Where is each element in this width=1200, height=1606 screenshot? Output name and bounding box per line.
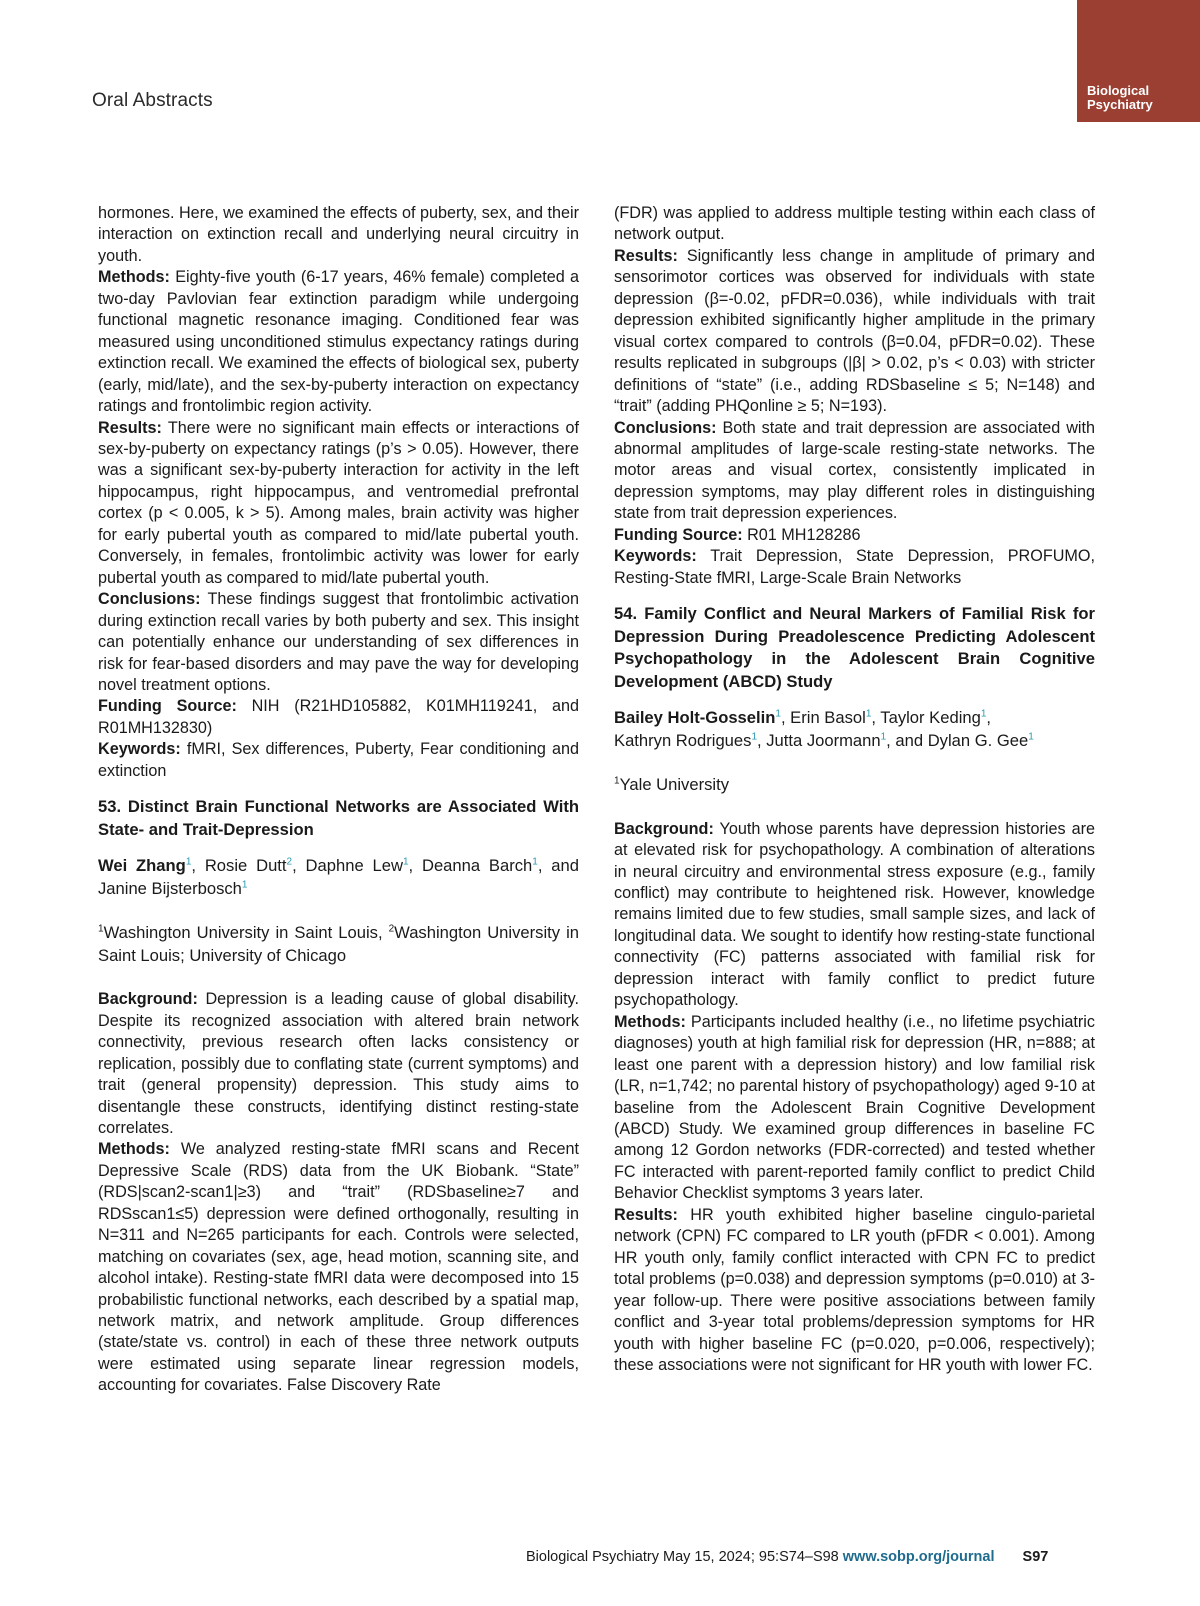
page-number: S97 <box>1022 1549 1049 1565</box>
previous-methods: Methods: Eighty-five youth (6-17 years, 46% female) completed a two-day Pavlovian fear extinction paradigm while undergoing functional magnetic resonance imaging. Conditioned fear was measured using unconditioned stimulus expectancy ratings during extinction recall. We examined the effects of biological sex, puberty (early, mid/late), and the sex-by-puberty interaction on expectancy ratings and frontolimbic region activity. <box>98 268 579 416</box>
abstract-53-conclusions: Conclusions: Both state and trait depression are associated with abnormal amplitudes of large-scale resting-state networks. The motor areas and visual cortex, consistently implicated in depression symptoms, may play different roles in distinguishing state from trait depression experiences. <box>614 418 1095 523</box>
abstract-54-title: 54. Family Conflict and Neural Markers of Familial Risk for Depression During Preadolescence Predicting Adolescent Psychopathology in the Adolescent Brain Cognitive Development (ABCD) Study <box>614 604 1095 691</box>
previous-keywords: Keywords: fMRI, Sex differences, Puberty, Fear conditioning and extinction <box>98 740 579 780</box>
abstract-54-methods: Methods: Participants included healthy (i.e., no lifetime psychiatric diagnoses) youth at high familial risk for depression (HR, n=888; at least one parent with a depression history) and low familial risk (LR, n=1,742; no parental history of psychopathology) aged 9-10 at baseline from the Adolescent Brain Cognitive Development (ABCD) Study. We examined group differences in baseline FC among 12 Gordon networks (FDR-corrected) and tested whether FC interacted with parent-reported family conflict to predict Child Behavior Checklist symptoms 3 years later. <box>614 1012 1095 1203</box>
footer-citation: Biological Psychiatry May 15, 2024; 95:S74–S98 <box>526 1549 839 1565</box>
abstract-53-affiliations: $^1$Washington University in Saint Louis, $^2$Washington University in Saint Louis; University of Chicago <box>98 923 579 965</box>
abstract-53-methods: Methods: We analyzed resting-state fMRI scans and Recent Depressive Scale (RDS) data from the UK Biobank. “State” (RDS|scan2-scan1|≥3) and “trait” (RDSbaseline≥7 and RDSscan1≤5) depression were defined orthogonally, resulting in N=311 and N=265 participants for each. Controls were selected, matching on covariates (sex, age, head motion, scanning site, and alcohol intake). Resting-state fMRI data were decomposed into 15 probabilistic functional networks, each described by a spatial map, network matrix, and network amplitude. Group differences (state/state vs. control) in each of these three network outputs were estimated using separate linear regression models, accounting for covariates. False Discovery Rate <box>98 1140 579 1395</box>
left-column <box>98 203 579 1397</box>
abstract-54-results: Results: HR youth exhibited higher baseline cingulo-parietal network (CPN) FC compared to LR youth (pFDR < 0.001). Among HR youth only, family conflict interacted with CPN FC to predict total problems (p=0.038) and depression symptoms (p=0.010) at 3-year follow-up. There were positive associations between family conflict and 3-year total problems/depression symptoms for HR youth with higher baseline FC (p=0.020, p=0.006, respectively); these associations were not significant for HR youth with lower FC. <box>614 1205 1096 1374</box>
journal-badge <box>1077 0 1200 122</box>
abstract-54-authors: Bailey Holt-Gosselin$^1$, Erin Basol$^1$, Taylor Keding$^1$, Kathryn Rodrigues$^1$, Jutta Joormann$^1$, and Dylan G. Gee$^1$ <box>614 708 1034 750</box>
abstract-54-background: Background: Youth whose parents have depression histories are at elevated risk for psychopathology. A combination of alterations in neural circuitry and environmental stress exposure (e.g., family conflict) may contribute to heightened risk. However, knowledge remains limited due to few studies, small sample sizes, and lack of longitudinal data. We sought to identify how resting-state functional connectivity (FC) patterns associated with familial risk for depression interact with family conflict to predict future psychopathology. <box>614 819 1095 1010</box>
abstract-53-title: 53. Distinct Brain Functional Networks are Associated With State- and Trait-Depression <box>98 797 579 839</box>
previous-abstract-end: hormones. Here, we examined the effects of puberty, sex, and their interaction on extinction recall and underlying neural circuitry in youth. <box>98 204 579 265</box>
previous-results: Results: There were no significant main effects or interactions of sex-by-puberty on expectancy ratings (p’s > 0.05). However, there was a significant sex-by-puberty interaction for activity in the left hippocampus, right hippocampus, and ventromedial prefrontal cortex (p < 0.005, k > 5). Among males, brain activity was higher for early pubertal youth as compared to mid/late pubertal youth. Conversely, in females, frontolimbic activity was lower for early pubertal youth as compared to mid/late pubertal youth. <box>98 418 579 587</box>
section-label: Oral Abstracts <box>92 90 213 111</box>
journal-url-link[interactable]: www.sobp.org/journal <box>842 1549 995 1565</box>
abstract-53-keywords: Keywords: Trait Depression, State Depression, PROFUMO, Resting-State fMRI, Large-Scale Brain Networks <box>614 547 1095 587</box>
abstract-53-methods-continued: (FDR) was applied to address multiple testing within each class of network output. <box>614 204 1095 244</box>
abstract-53-background: Background: Depression is a leading cause of global disability. Despite its recognized association with altered brain network connectivity, previous research often lacks consistency or replication, possibly due to conflating state (current symptoms) and trait (general propensity) depression. This study aims to disentangle these constructs, identifying distinct resting-state correlates. <box>98 990 579 1137</box>
right-column <box>614 203 1095 1376</box>
journal-name: Biological Psychiatry <box>1087 83 1153 112</box>
previous-funding: Funding Source: NIH (R21HD105882, K01MH119241, and R01MH132830) <box>98 697 579 737</box>
abstract-53-results: Results: Significantly less change in amplitude of primary and sensorimotor cortices was observed for individuals with state depression (β=-0.02, pFDR=0.036), while individuals with trait depression exhibited significantly higher amplitude in the primary visual cortex compared to controls (β=0.04, pFDR=0.02). These results replicated in subgroups (|β| > 0.02, p’s < 0.03) with stricter definitions of “state” (i.e., adding RDSbaseline ≤ 5; N=148) and “trait” (adding PHQonline ≥ 5; N=193). <box>614 246 1095 416</box>
abstract-54-affiliations: $^1$Yale University <box>614 775 729 795</box>
abstract-53-authors: Wei Zhang$^1$, Rosie Dutt$^2$, Daphne Lew$^1$, Deanna Barch$^1$, and Janine Bijsterbosch$^1$ <box>98 856 579 898</box>
page-footer <box>526 1549 1048 1565</box>
abstract-53-funding: Funding Source: R01 MH128286 <box>614 525 861 544</box>
previous-conclusions: Conclusions: These findings suggest that frontolimbic activation during extinction recall varies by both puberty and sex. This insight can potentially enhance our understanding of sex differences in risk for fear-based disorders and may pave the way for developing novel treatment options. <box>98 590 579 694</box>
